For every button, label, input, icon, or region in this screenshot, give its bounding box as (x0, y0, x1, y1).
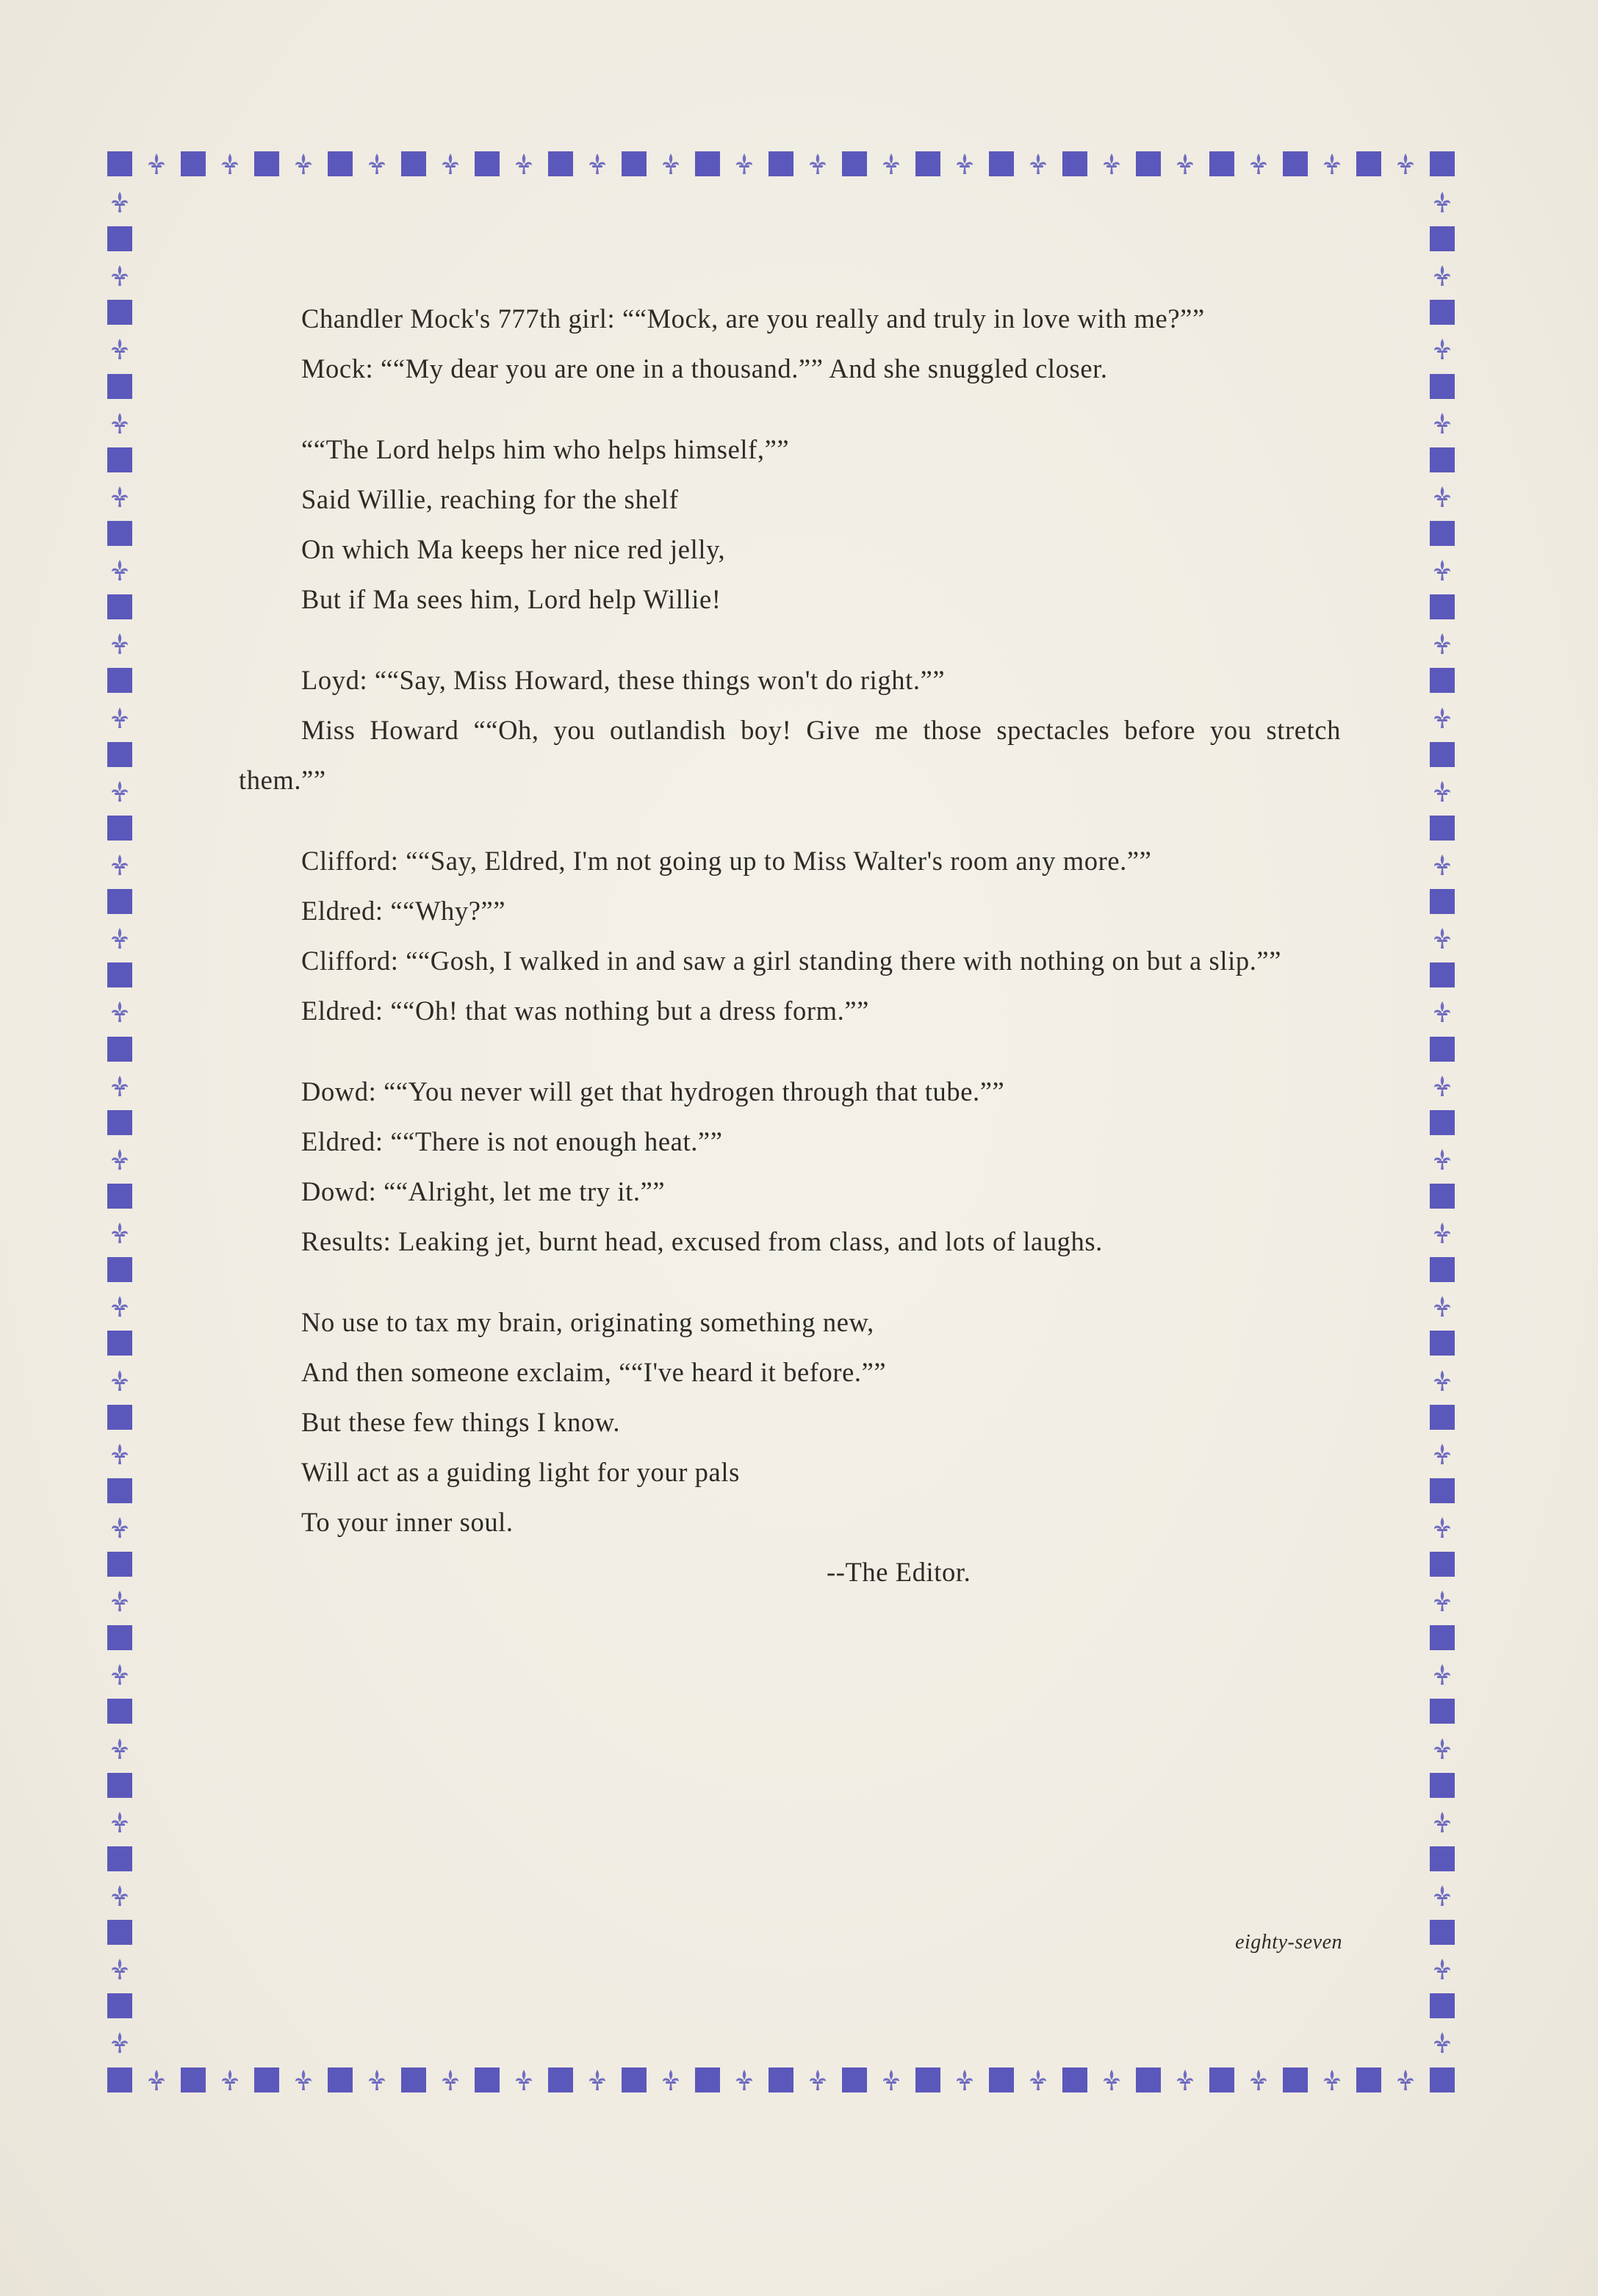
fleur-de-lis-icon (1099, 2068, 1124, 2092)
verse-line: And then someone exclaim, ““I've heard it before.”” (301, 1357, 887, 1387)
fleur-de-lis-icon (144, 2068, 169, 2092)
poem-willie (239, 425, 1341, 625)
square-ornament (1430, 2068, 1455, 2092)
fleur-de-lis-icon (107, 1662, 132, 1687)
fleur-de-lis-icon (1430, 1810, 1455, 1835)
square-ornament (1430, 1037, 1455, 1062)
square-ornament (107, 1110, 132, 1135)
square-ornament (769, 151, 793, 176)
square-ornament (1430, 300, 1455, 325)
square-ornament (769, 2068, 793, 2092)
fleur-de-lis-icon (1393, 151, 1418, 176)
square-ornament (107, 374, 132, 399)
fleur-de-lis-icon (217, 151, 242, 176)
fleur-de-lis-icon (805, 2068, 830, 2092)
square-ornament (1430, 962, 1455, 987)
square-ornament (989, 2068, 1014, 2092)
fleur-de-lis-icon (1430, 926, 1455, 951)
square-ornament (107, 1773, 132, 1798)
joke-line: Chandler Mock's 777th girl: ““Mock, are you really and truly in love with me?”” (301, 303, 1205, 334)
spacer (239, 1036, 1341, 1067)
square-ornament (328, 2068, 353, 2092)
page-text (239, 294, 1341, 1597)
verse-line: Will act as a guiding light for your pals (301, 1457, 740, 1487)
square-ornament (107, 1257, 132, 1282)
square-ornament (181, 151, 206, 176)
fleur-de-lis-icon (658, 2068, 683, 2092)
verse-line: But if Ma sees him, Lord help Willie! (301, 584, 721, 614)
fleur-de-lis-icon (1430, 1588, 1455, 1613)
joke-spectacles (239, 655, 1341, 805)
square-ornament (1430, 1257, 1455, 1282)
square-ornament (475, 151, 500, 176)
spacer (239, 1267, 1341, 1298)
fleur-de-lis-icon (107, 1810, 132, 1835)
fleur-de-lis-icon (1026, 2068, 1051, 2092)
fleur-de-lis-icon (1430, 2030, 1455, 2055)
fleur-de-lis-icon (1430, 411, 1455, 436)
square-ornament (1430, 521, 1455, 546)
fleur-de-lis-icon (1430, 999, 1455, 1024)
joke-line: Miss Howard ““Oh, you outlandish boy! Give me those spectacles before you stretch them.”” (239, 715, 1341, 795)
square-ornament (401, 2068, 426, 2092)
fleur-de-lis-icon (107, 411, 132, 436)
fleur-de-lis-icon (107, 1442, 132, 1467)
fleur-de-lis-icon (107, 926, 132, 951)
fleur-de-lis-icon (1320, 2068, 1345, 2092)
square-ornament (1062, 2068, 1087, 2092)
verse-line: To your inner soul. (301, 1507, 514, 1537)
joke-hydrogen (239, 1067, 1341, 1267)
fleur-de-lis-icon (952, 151, 977, 176)
border-top (107, 151, 1455, 176)
spacer (239, 625, 1341, 655)
fleur-de-lis-icon (438, 151, 463, 176)
square-ornament (107, 1993, 132, 2018)
verse-line: On which Ma keeps her nice red jelly, (301, 534, 726, 564)
square-ornament (107, 1478, 132, 1503)
square-ornament (401, 151, 426, 176)
fleur-de-lis-icon (585, 151, 610, 176)
fleur-de-lis-icon (1173, 151, 1198, 176)
fleur-de-lis-icon (1430, 484, 1455, 509)
square-ornament (1430, 1331, 1455, 1356)
square-ornament (1209, 2068, 1234, 2092)
square-ornament (989, 151, 1014, 176)
joke-line: Eldred: ““Why?”” (301, 896, 506, 926)
square-ornament (107, 1699, 132, 1724)
fleur-de-lis-icon (1430, 852, 1455, 877)
square-ornament (107, 1920, 132, 1945)
fleur-de-lis-icon (1320, 151, 1345, 176)
fleur-de-lis-icon (107, 484, 132, 509)
fleur-de-lis-icon (1026, 151, 1051, 176)
square-ornament (1136, 151, 1161, 176)
square-ornament (1062, 151, 1087, 176)
fleur-de-lis-icon (107, 1368, 132, 1393)
fleur-de-lis-icon (107, 190, 132, 215)
square-ornament (915, 151, 940, 176)
square-ornament (548, 151, 573, 176)
square-ornament (1283, 151, 1308, 176)
fleur-de-lis-icon (107, 558, 132, 583)
square-ornament (1430, 1478, 1455, 1503)
fleur-de-lis-icon (1430, 1736, 1455, 1761)
fleur-de-lis-icon (1430, 1883, 1455, 1908)
joke-line: Results: Leaking jet, burnt head, excused from class, and lots of laughs. (301, 1226, 1103, 1256)
square-ornament (1430, 1184, 1455, 1209)
fleur-de-lis-icon (438, 2068, 463, 2092)
fleur-de-lis-icon (107, 1515, 132, 1540)
joke-line: Loyd: ““Say, Miss Howard, these things won't do right.”” (301, 665, 946, 695)
fleur-de-lis-icon (1430, 1073, 1455, 1098)
square-ornament (107, 594, 132, 619)
verse-line: But these few things I know. (301, 1407, 621, 1437)
square-ornament (1136, 2068, 1161, 2092)
square-ornament (1430, 816, 1455, 841)
verse-line: Said Willie, reaching for the shelf (301, 484, 679, 514)
square-ornament (1356, 151, 1381, 176)
square-ornament (107, 816, 132, 841)
fleur-de-lis-icon (511, 151, 536, 176)
fleur-de-lis-icon (107, 779, 132, 804)
verse-line: ““The Lord helps him who helps himself,”” (301, 434, 790, 464)
fleur-de-lis-icon (879, 2068, 904, 2092)
square-ornament (1430, 889, 1455, 914)
joke-line: Mock: ““My dear you are one in a thousand.”” And she snuggled closer. (301, 353, 1108, 384)
square-ornament (107, 1331, 132, 1356)
square-ornament (1430, 226, 1455, 251)
fleur-de-lis-icon (1430, 263, 1455, 288)
border-bottom (107, 2068, 1455, 2092)
square-ornament (107, 962, 132, 987)
fleur-de-lis-icon (1430, 631, 1455, 656)
fleur-de-lis-icon (107, 263, 132, 288)
square-ornament (1430, 374, 1455, 399)
square-ornament (107, 521, 132, 546)
editor-signature: --The Editor. (827, 1557, 971, 1587)
page-number: eighty-seven (1235, 1931, 1342, 1954)
fleur-de-lis-icon (107, 1147, 132, 1172)
fleur-de-lis-icon (511, 2068, 536, 2092)
joke-line: Dowd: ““You never will get that hydrogen through that tube.”” (301, 1076, 1005, 1106)
square-ornament (1430, 1699, 1455, 1724)
square-ornament (107, 300, 132, 325)
fleur-de-lis-icon (107, 1883, 132, 1908)
spacer (239, 805, 1341, 836)
joke-line: Clifford: ““Gosh, I walked in and saw a girl standing there with nothing on but a slip.”” (301, 946, 1282, 976)
square-ornament (1283, 2068, 1308, 2092)
square-ornament (107, 2068, 132, 2092)
square-ornament (1430, 742, 1455, 767)
fleur-de-lis-icon (1430, 779, 1455, 804)
joke-mock (239, 294, 1341, 394)
square-ornament (1430, 668, 1455, 693)
square-ornament (107, 742, 132, 767)
verse-line: No use to tax my brain, originating something new, (301, 1307, 874, 1337)
square-ornament (107, 1846, 132, 1871)
fleur-de-lis-icon (144, 151, 169, 176)
fleur-de-lis-icon (107, 631, 132, 656)
fleur-de-lis-icon (291, 2068, 316, 2092)
square-ornament (107, 1405, 132, 1430)
square-ornament (107, 889, 132, 914)
joke-dress-form (239, 836, 1341, 1036)
joke-line: Dowd: ““Alright, let me try it.”” (301, 1176, 666, 1206)
fleur-de-lis-icon (1430, 1515, 1455, 1540)
square-ornament (622, 151, 647, 176)
square-ornament (842, 2068, 867, 2092)
fleur-de-lis-icon (107, 337, 132, 361)
square-ornament (328, 151, 353, 176)
fleur-de-lis-icon (1430, 1957, 1455, 1982)
square-ornament (107, 668, 132, 693)
square-ornament (1430, 1625, 1455, 1650)
square-ornament (1430, 1846, 1455, 1871)
square-ornament (1430, 1920, 1455, 1945)
joke-line: Eldred: ““There is not enough heat.”” (301, 1126, 723, 1156)
joke-line: Clifford: ““Say, Eldred, I'm not going up to Miss Walter's room any more.”” (301, 846, 1152, 876)
square-ornament (1430, 594, 1455, 619)
fleur-de-lis-icon (107, 1957, 132, 1982)
fleur-de-lis-icon (1430, 705, 1455, 730)
square-ornament (254, 151, 279, 176)
fleur-de-lis-icon (1246, 151, 1271, 176)
square-ornament (1430, 447, 1455, 472)
square-ornament (695, 151, 720, 176)
spacer (239, 394, 1341, 425)
square-ornament (181, 2068, 206, 2092)
square-ornament (695, 2068, 720, 2092)
fleur-de-lis-icon (1099, 151, 1124, 176)
fleur-de-lis-icon (107, 852, 132, 877)
fleur-de-lis-icon (879, 151, 904, 176)
fleur-de-lis-icon (1246, 2068, 1271, 2092)
square-ornament (107, 151, 132, 176)
square-ornament (107, 447, 132, 472)
square-ornament (107, 1037, 132, 1062)
square-ornament (1430, 1110, 1455, 1135)
square-ornament (842, 151, 867, 176)
fleur-de-lis-icon (1430, 1294, 1455, 1319)
square-ornament (915, 2068, 940, 2092)
fleur-de-lis-icon (1430, 1220, 1455, 1245)
fleur-de-lis-icon (107, 705, 132, 730)
fleur-de-lis-icon (1430, 1442, 1455, 1467)
fleur-de-lis-icon (1393, 2068, 1418, 2092)
fleur-de-lis-icon (1430, 558, 1455, 583)
fleur-de-lis-icon (107, 1294, 132, 1319)
fleur-de-lis-icon (1430, 190, 1455, 215)
square-ornament (1430, 1552, 1455, 1577)
square-ornament (107, 1625, 132, 1650)
fleur-de-lis-icon (107, 1736, 132, 1761)
fleur-de-lis-icon (1173, 2068, 1198, 2092)
fleur-de-lis-icon (805, 151, 830, 176)
fleur-de-lis-icon (1430, 337, 1455, 361)
square-ornament (1430, 1405, 1455, 1430)
square-ornament (1430, 151, 1455, 176)
joke-line: Eldred: ““Oh! that was nothing but a dress form.”” (301, 996, 869, 1026)
fleur-de-lis-icon (1430, 1368, 1455, 1393)
square-ornament (107, 226, 132, 251)
square-ornament (548, 2068, 573, 2092)
square-ornament (1430, 1773, 1455, 1798)
square-ornament (1209, 151, 1234, 176)
square-ornament (622, 2068, 647, 2092)
fleur-de-lis-icon (952, 2068, 977, 2092)
fleur-de-lis-icon (107, 999, 132, 1024)
fleur-de-lis-icon (217, 2068, 242, 2092)
square-ornament (107, 1184, 132, 1209)
fleur-de-lis-icon (364, 2068, 389, 2092)
fleur-de-lis-icon (1430, 1662, 1455, 1687)
fleur-de-lis-icon (364, 151, 389, 176)
square-ornament (475, 2068, 500, 2092)
square-ornament (254, 2068, 279, 2092)
fleur-de-lis-icon (107, 2030, 132, 2055)
fleur-de-lis-icon (732, 2068, 757, 2092)
editor-poem (239, 1298, 1341, 1597)
fleur-de-lis-icon (732, 151, 757, 176)
square-ornament (1430, 1993, 1455, 2018)
fleur-de-lis-icon (585, 2068, 610, 2092)
fleur-de-lis-icon (107, 1073, 132, 1098)
fleur-de-lis-icon (107, 1588, 132, 1613)
fleur-de-lis-icon (107, 1220, 132, 1245)
fleur-de-lis-icon (658, 151, 683, 176)
square-ornament (107, 1552, 132, 1577)
border-left (107, 190, 132, 2056)
border-right (1430, 190, 1455, 2056)
fleur-de-lis-icon (291, 151, 316, 176)
square-ornament (1356, 2068, 1381, 2092)
fleur-de-lis-icon (1430, 1147, 1455, 1172)
